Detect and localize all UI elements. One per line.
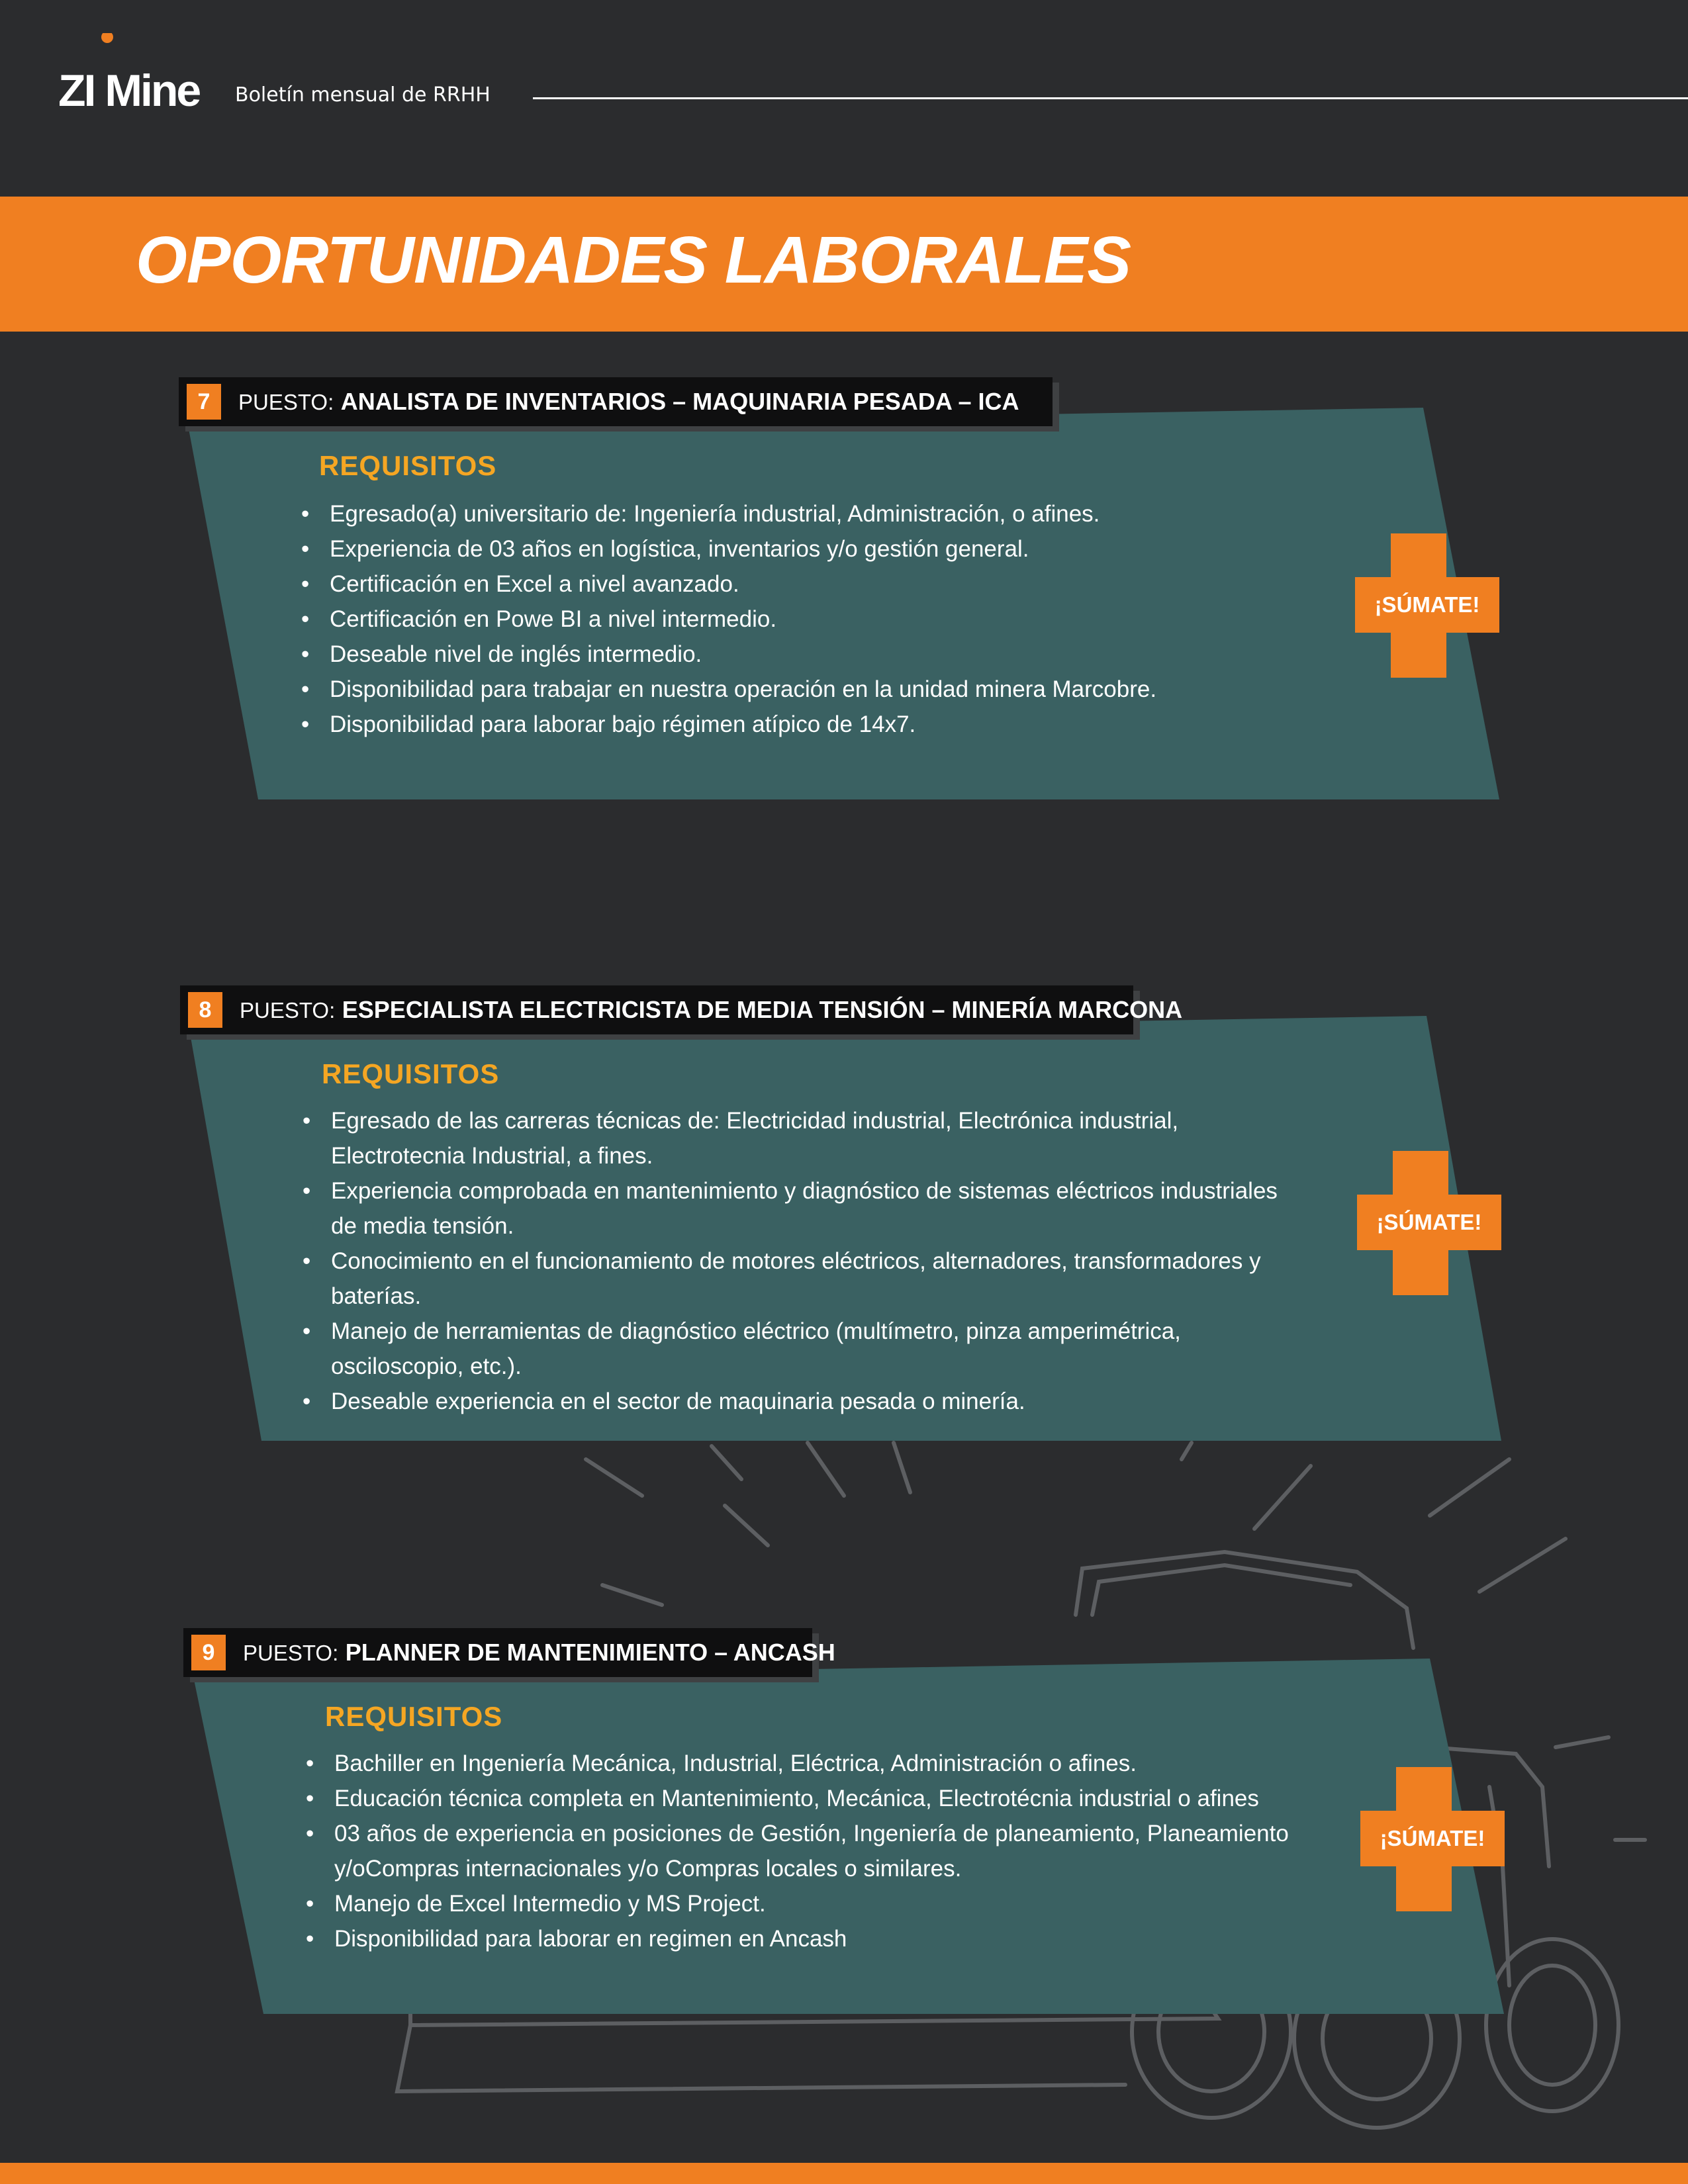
sumate-button[interactable] xyxy=(1357,1151,1501,1295)
list-item: • Egresado de las carreras técnicas de: Electricidad industrial, Electrónica industrial, Electrotecnia Industrial, a fines. xyxy=(303,1103,1295,1173)
job-title xyxy=(238,377,1019,426)
sumate-label: ¡SÚMATE! xyxy=(1380,1826,1485,1850)
list-item: • Disponibilidad para laborar en regimen en Ancash xyxy=(306,1921,1299,1956)
position-name: ANALISTA DE INVENTARIOS – MAQUINARIA PESADA – ICA xyxy=(340,388,1019,415)
sumate-button[interactable] xyxy=(1360,1767,1505,1911)
puesto-label: PUESTO: xyxy=(240,998,336,1023)
puesto-label: PUESTO: xyxy=(243,1641,339,1665)
bottom-band xyxy=(0,2163,1688,2184)
list-item: • Disponibilidad para trabajar en nuestra operación en la unidad minera Marcobre. xyxy=(301,672,1334,707)
job-tag xyxy=(180,985,1183,1034)
job-title xyxy=(240,985,1182,1034)
list-item: • Educación técnica completa en Mantenimiento, Mecánica, Electrotécnia industrial o afines xyxy=(306,1781,1299,1816)
sumate-label: ¡SÚMATE! xyxy=(1374,592,1480,617)
bulletin-label: Boletín mensual de RRHH xyxy=(235,83,491,107)
requirements-list xyxy=(301,496,1334,742)
job-number-badge: 7 xyxy=(187,384,221,420)
list-item: • Deseable nivel de inglés intermedio. xyxy=(301,637,1334,672)
list-item: • Deseable experiencia en el sector de maquinaria pesada o minería. xyxy=(303,1384,1295,1419)
list-item: • Manejo de herramientas de diagnóstico eléctrico (multímetro, pinza amperimétrica, osciloscopio, etc.). xyxy=(303,1314,1295,1384)
header-divider xyxy=(533,97,1688,99)
list-item: • Certificación en Excel a nivel avanzado. xyxy=(301,567,1334,602)
sumate-button[interactable] xyxy=(1355,533,1499,678)
job-number-badge: 8 xyxy=(188,992,222,1028)
list-item: • 03 años de experiencia en posiciones de Gestión, Ingeniería de planeamiento, Planeamiento y/oCompras internacionales y/o Compras locales o similares. xyxy=(306,1816,1299,1886)
logo-wordmark: ZI Mine xyxy=(58,66,200,116)
job-tag xyxy=(179,377,1053,426)
list-item: • Disponibilidad para laborar bajo régimen atípico de 14x7. xyxy=(301,707,1334,742)
job-tag xyxy=(183,1628,835,1677)
list-item: • Conocimiento en el funcionamiento de motores eléctricos, alternadores, transformadores y baterías. xyxy=(303,1244,1295,1314)
sumate-label: ¡SÚMATE! xyxy=(1376,1210,1482,1234)
list-item: • Egresado(a) universitario de: Ingeniería industrial, Administración, o afines. xyxy=(301,496,1334,531)
job-number-badge: 9 xyxy=(191,1635,226,1670)
list-item: • Experiencia de 03 años en logística, inventarios y/o gestión general. xyxy=(301,531,1334,567)
page-title: OPORTUNIDADES LABORALES xyxy=(136,223,1131,297)
position-name: PLANNER DE MANTENIMIENTO – ANCASH xyxy=(345,1639,835,1666)
list-item: • Experiencia comprobada en mantenimiento y diagnóstico de sistemas eléctricos industriales de media tensión. xyxy=(303,1173,1295,1244)
requisitos-heading: REQUISITOS xyxy=(325,1701,503,1732)
list-item: • Certificación en Powe BI a nivel intermedio. xyxy=(301,602,1334,637)
list-item: • Manejo de Excel Intermedio y MS Project. xyxy=(306,1886,1299,1921)
requirements-list xyxy=(303,1103,1295,1419)
position-name: ESPECIALISTA ELECTRICISTA DE MEDIA TENSIÓN – MINERÍA MARCONA xyxy=(342,996,1183,1023)
job-title xyxy=(243,1628,835,1677)
requirements-list xyxy=(306,1746,1299,1956)
list-item: • Bachiller en Ingeniería Mecánica, Industrial, Eléctrica, Administración o afines. xyxy=(306,1746,1299,1781)
requisitos-heading: REQUISITOS xyxy=(319,450,497,481)
requisitos-heading: REQUISITOS xyxy=(322,1058,500,1089)
puesto-label: PUESTO: xyxy=(238,390,334,414)
